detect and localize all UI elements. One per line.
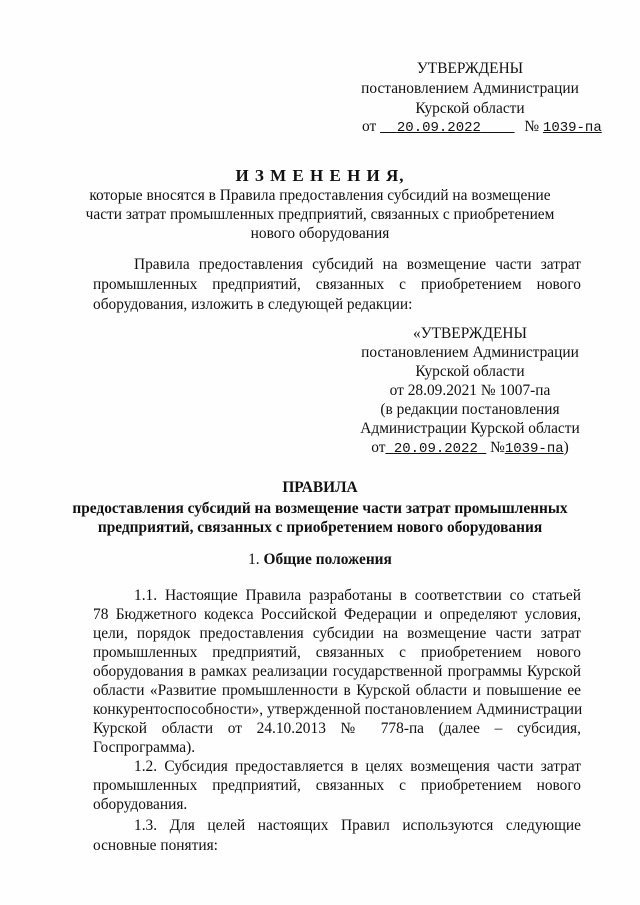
- approval2-block: [330, 325, 610, 458]
- intro-line-2: промышленных предприятий, связанных с приобретением нового: [93, 276, 581, 293]
- approval2-close: ): [563, 439, 569, 456]
- approval-date: 20.09.2022: [396, 120, 481, 136]
- p11-line-4: промышленных предприятий, связанных с приобретением нового: [93, 644, 581, 661]
- approval2-line5: Администрации Курской области: [360, 420, 580, 437]
- approval2-line2: Курской области: [415, 363, 525, 380]
- approval2-from: от: [371, 439, 386, 456]
- p11-line-2: 78 Бюджетного кодекса Российской Федерации и определяют условия,: [93, 606, 581, 623]
- approval2-num-sign: №: [490, 439, 505, 456]
- approval-number: 1039-па: [542, 120, 602, 136]
- intro-line-1: Правила предоставления субсидий на возмещение части затрат: [134, 256, 581, 273]
- p12-line-2: промышленных предприятий, связанных с приобретением нового: [93, 777, 581, 794]
- p11-line-3: цели, порядок предоставления субсидии на возмещение части затрат: [93, 625, 581, 642]
- section1-heading: [0, 551, 640, 569]
- approval2-line3: от 28.09.2021 № 1007-па: [389, 382, 551, 399]
- changes-subtitle-2: части затрат промышленных предприятий, связанных с приобретением: [85, 206, 555, 223]
- p11-line-7: конкурентоспособности», утвержденной постановлением Администрации: [93, 701, 583, 718]
- approval-line2: Курской области: [415, 100, 525, 117]
- p11-line-1: 1.1. Настоящие Правила разработаны в соответствии со статьей: [134, 587, 581, 604]
- approval-title: УТВЕРЖДЕНЫ: [416, 60, 524, 77]
- approval2-date: 20.09.2022: [393, 441, 478, 457]
- p11-line-9: Госпрограмма).: [93, 739, 196, 756]
- rules-subtitle-1: предоставления субсидий на возмещение части затрат промышленных: [72, 500, 568, 517]
- approval2-title: «УТВЕРЖДЕНЫ: [413, 325, 527, 342]
- approval2-number: 1039-па: [504, 441, 564, 457]
- approval-line1: постановлением Администрации: [361, 80, 579, 97]
- p13-line-1: 1.3. Для целей настоящих Правил используются следующие: [134, 817, 581, 834]
- p12-line-1: 1.2. Субсидия предоставляется в целях возмещения части затрат: [134, 758, 581, 775]
- section1-title: Общие положения: [263, 551, 392, 568]
- intro-line-3: оборудования, изложить в следующей редакции:: [93, 296, 413, 313]
- approval-num-sign: №: [524, 118, 540, 135]
- changes-subtitle-1: которые вносятся в Правила предоставления субсидий на возмещение: [89, 187, 551, 204]
- rules-subtitle-2: предприятий, связанных с приобретением нового оборудования: [97, 519, 543, 536]
- changes-subtitle-3: нового оборудования: [250, 225, 390, 242]
- p12-line-3: оборудования.: [93, 796, 188, 813]
- approval-block: [330, 60, 610, 120]
- approval2-date-line: [330, 439, 610, 458]
- p11-line-8: Курской области от 24.10.2013 № 778-па (далее – субсидия,: [93, 720, 581, 737]
- p11-line-5: оборудования в рамках реализации государственной программы Курской: [93, 663, 581, 680]
- p11-line-6: области «Развитие промышленности в Курской области и повышение ее: [93, 682, 581, 699]
- approval2-line4: (в редакции постановления: [380, 401, 560, 418]
- changes-title: И З М Е Н Е Н И Я,: [235, 166, 405, 185]
- p13-line-2: основные понятия:: [93, 837, 218, 854]
- approval-date-line: [362, 118, 602, 136]
- rules-title: ПРАВИЛА: [282, 479, 358, 496]
- approval2-line1: постановлением Администрации: [361, 344, 579, 361]
- approval-from: от: [362, 118, 377, 135]
- section1-num: 1.: [248, 551, 260, 568]
